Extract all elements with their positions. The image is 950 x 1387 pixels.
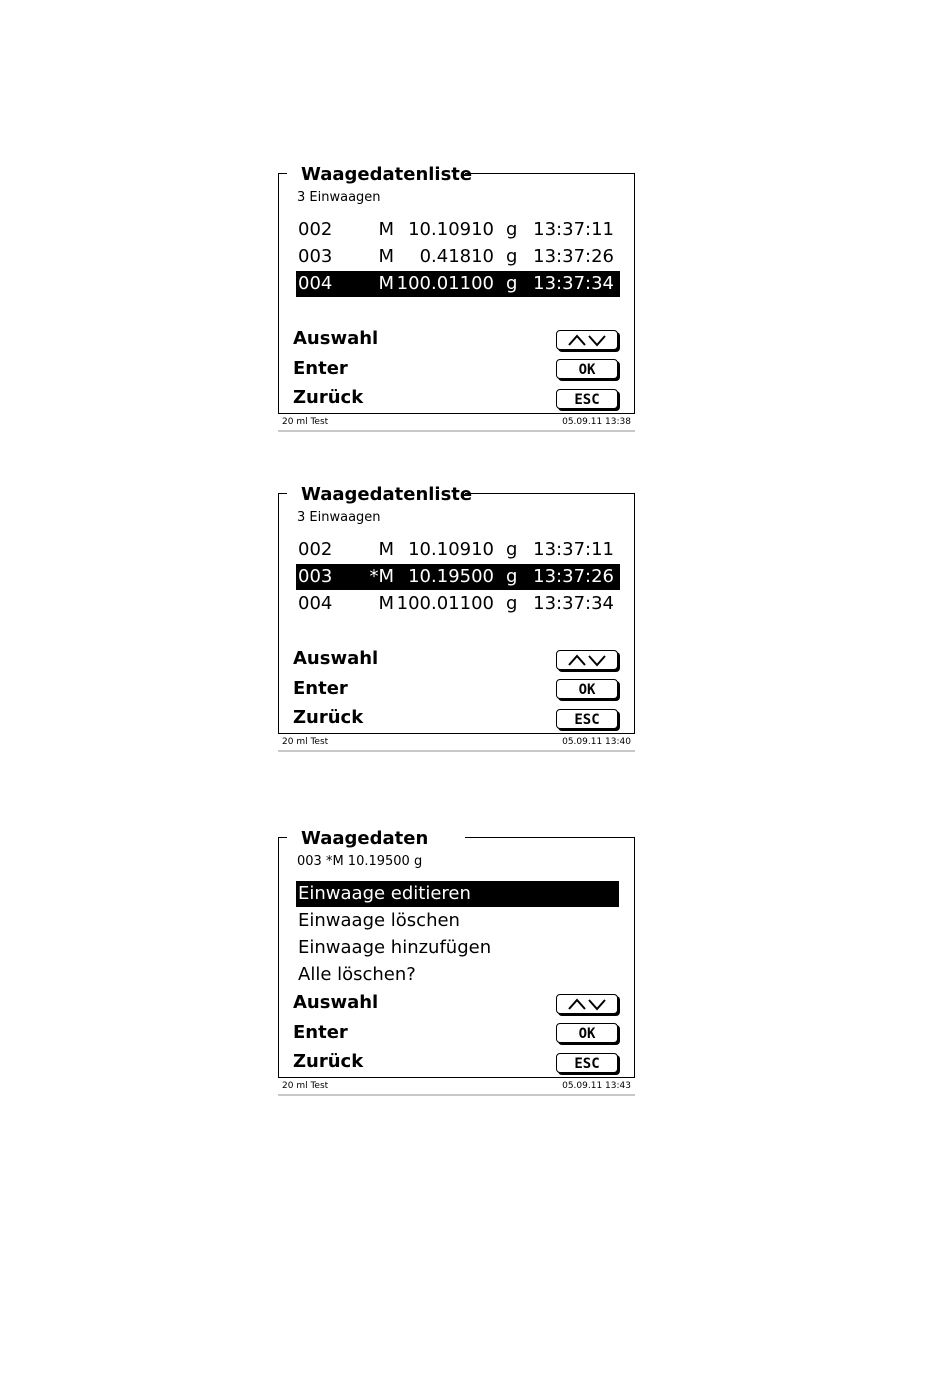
menu-item-delete-weighing[interactable]: Einwaage löschen: [298, 910, 460, 931]
date-time: 05.09.11 13:43: [562, 1081, 631, 1091]
weighing-row-004[interactable]: [296, 591, 620, 617]
screen-title: Waagedatenliste: [301, 484, 473, 505]
date-time: 05.09.11 13:38: [562, 417, 631, 427]
weighing-row-002[interactable]: [296, 217, 620, 243]
weighing-row-002[interactable]: [296, 537, 620, 563]
enter-label: Enter: [293, 358, 348, 379]
row-time: 13:37:26: [533, 566, 614, 587]
status-footer: [278, 1078, 635, 1096]
back-label: Zurück: [293, 707, 364, 728]
screen-subtitle: 003 *M 10.19500 g: [297, 854, 423, 869]
row-id: 003: [298, 566, 333, 587]
method-name: 20 ml Test: [282, 737, 329, 747]
row-value: 100.01100: [396, 273, 494, 294]
row-flag: M: [378, 246, 394, 267]
row-id: 004: [298, 593, 333, 614]
method-name: 20 ml Test: [282, 1081, 329, 1091]
up-down-key[interactable]: [556, 650, 618, 670]
enter-label: Enter: [293, 1022, 348, 1043]
row-flag: *M: [369, 566, 394, 587]
row-unit: g: [506, 593, 518, 614]
menu-item-edit-weighing[interactable]: Einwaage editieren: [296, 881, 619, 907]
status-footer: [278, 734, 635, 752]
up-down-key[interactable]: [556, 994, 618, 1014]
screen-frame: [278, 828, 635, 1078]
ok-key[interactable]: OK: [556, 1023, 618, 1043]
screen-weighing-list-1: [278, 164, 635, 432]
screen-subtitle: 3 Einwaagen: [297, 190, 381, 205]
back-label: Zurück: [293, 1051, 364, 1072]
row-id: 003: [298, 246, 333, 267]
row-time: 13:37:34: [533, 593, 614, 614]
menu-item-add-weighing[interactable]: Einwaage hinzufügen: [298, 937, 492, 958]
method-name: 20 ml Test: [282, 417, 329, 427]
screen-subtitle: 3 Einwaagen: [297, 510, 381, 525]
row-time: 13:37:34: [533, 273, 614, 294]
row-time: 13:37:26: [533, 246, 614, 267]
weighing-row-003[interactable]: [296, 244, 620, 270]
row-id: 002: [298, 219, 333, 240]
esc-key[interactable]: ESC: [556, 1053, 618, 1073]
weighing-row-003[interactable]: [296, 564, 620, 590]
row-value: 0.41810: [419, 246, 494, 267]
screen-title: Waagedatenliste: [301, 164, 473, 185]
row-unit: g: [506, 219, 518, 240]
row-id: 002: [298, 539, 333, 560]
row-unit: g: [506, 246, 518, 267]
back-label: Zurück: [293, 387, 364, 408]
up-down-arrows-icon: [565, 997, 609, 1011]
screen-weighing-data-menu: [278, 828, 635, 1096]
status-footer: [278, 414, 635, 432]
row-id: 004: [298, 273, 333, 294]
up-down-key[interactable]: [556, 330, 618, 350]
menu-item-delete-all[interactable]: Alle löschen?: [298, 964, 416, 985]
row-unit: g: [506, 539, 518, 560]
enter-label: Enter: [293, 678, 348, 699]
row-unit: g: [506, 566, 518, 587]
weighing-row-004[interactable]: [296, 271, 620, 297]
row-time: 13:37:11: [533, 539, 614, 560]
row-unit: g: [506, 273, 518, 294]
row-flag: M: [378, 219, 394, 240]
screen-title: Waagedaten: [301, 828, 429, 849]
row-value: 10.10910: [408, 219, 494, 240]
row-value: 100.01100: [396, 593, 494, 614]
up-down-arrows-icon: [565, 333, 609, 347]
up-down-arrows-icon: [565, 653, 609, 667]
esc-key[interactable]: ESC: [556, 389, 618, 409]
select-label: Auswahl: [293, 992, 379, 1013]
date-time: 05.09.11 13:40: [562, 737, 631, 747]
select-label: Auswahl: [293, 328, 379, 349]
esc-key[interactable]: ESC: [556, 709, 618, 729]
ok-key[interactable]: OK: [556, 679, 618, 699]
row-flag: M: [378, 273, 394, 294]
screen-frame: [278, 484, 635, 734]
row-flag: M: [378, 593, 394, 614]
row-flag: M: [378, 539, 394, 560]
select-label: Auswahl: [293, 648, 379, 669]
screen-weighing-list-2: [278, 484, 635, 752]
screen-frame: [278, 164, 635, 414]
ok-key[interactable]: OK: [556, 359, 618, 379]
row-time: 13:37:11: [533, 219, 614, 240]
row-value: 10.19500: [408, 566, 494, 587]
row-value: 10.10910: [408, 539, 494, 560]
